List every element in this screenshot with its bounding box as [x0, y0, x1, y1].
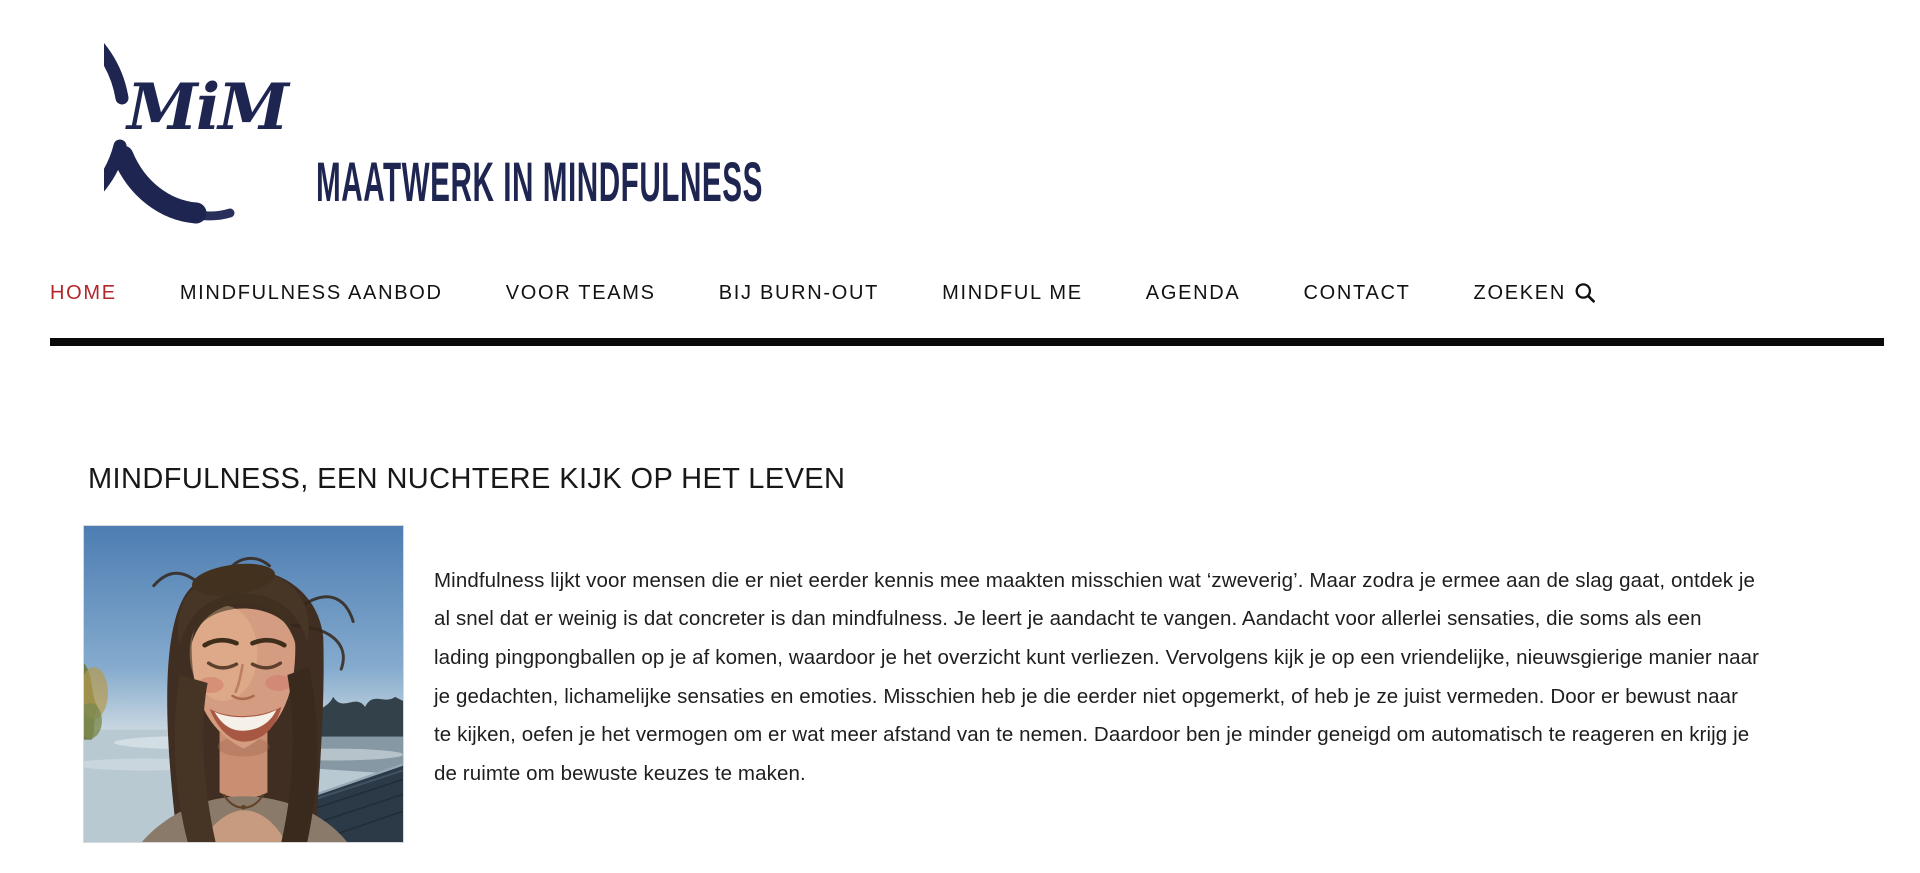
main-nav	[50, 281, 1884, 305]
portrait-illustration	[84, 526, 403, 842]
nav-item-voor-teams[interactable]: VOOR TEAMS	[505, 281, 656, 304]
nav-item-contact[interactable]: CONTACT	[1303, 281, 1411, 304]
site-logo[interactable]	[104, 4, 804, 234]
nav-item-zoeken[interactable]: ZOEKEN	[1474, 281, 1597, 305]
logo-monogram: MiM	[127, 70, 287, 145]
nav-item-home[interactable]: HOME	[50, 281, 117, 304]
nav-item-mindfulness-aanbod[interactable]: MINDFULNESS AANBOD	[179, 281, 443, 304]
intro-paragraph: Mindfulness lijkt voor mensen die er niet eerder kennis mee maakten misschien wat ‘zweverig’. Maar zodra je ermee aan de slag gaat, ontdek je al snel dat er weinig is dat concreter is dan mindfulness. Je leert je aandacht te vangen. Aandacht voor allerlei sensaties, die soms als een lading pingpongballen op je af komen, waardoor je het overzicht kunt verliezen. Vervolgens kijk je op een vriendelijke, nieuwsgierige manier naar je gedachten, lichamelijke sensaties en emoties. Misschien heb je die eerder niet opgemerkt, of heb je ze juist vermeden. Door er bewust naar te kijken, oefen je het vermogen om er wat meer afstand van te nemen. Daardoor ben je minder geneigd om automatisch te reageren en krijg je de ruimte om bewuste keuzes te maken.	[434, 568, 1759, 786]
nav-item-bij-burn-out[interactable]: BIJ BURN-OUT	[718, 281, 880, 304]
header-divider	[50, 338, 1884, 346]
search-icon	[1573, 281, 1597, 305]
woman-portrait-image	[83, 525, 404, 843]
logo-wordmark: MAATWERK IN MINDFULNESS	[316, 150, 763, 213]
page-title: MINDFULNESS, EEN NUCHTERE KIJK OP HET LEVEN	[88, 463, 846, 496]
nav-item-agenda[interactable]: AGENDA	[1145, 281, 1241, 304]
nav-item-mindful-me[interactable]: MINDFUL ME	[942, 281, 1083, 304]
